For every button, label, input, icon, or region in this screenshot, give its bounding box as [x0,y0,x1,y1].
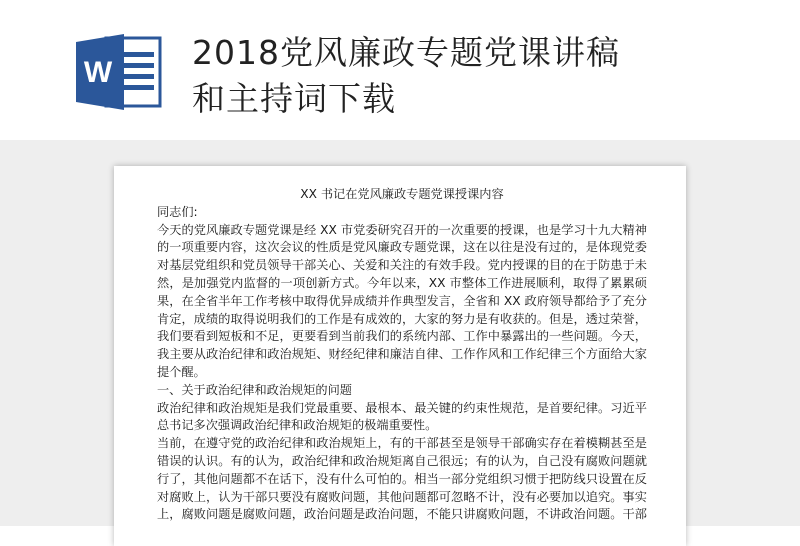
paragraph-line: 今天的党风廉政专题党课是经 XX 市党委研究召开的一次重要的授课，也是学习十九大精神 [157,222,647,237]
paragraph-line: 行了，其他问题都不在话下，没有什么可怕的。相当一部分党组织习惯于把防线只设置在反 [157,471,647,486]
section-heading: 一、关于政治纪律和政治规矩的问题 [157,382,352,397]
paragraph-line: 提个醒。 [157,364,206,379]
paragraph-line: 上，腐败问题是腐败问题，政治问题是政治问题，不能只讲腐败问题，不讲政治问题。干部 [157,507,647,522]
paragraph-line: 我们要看到短板和不足，更要看到当前我们的系统内部、工作中暴露出的一些问题。今天， [157,329,647,344]
paragraph-line: 对基层党组织和党员领导干部关心、关爱和关注的有效手段。党内授课的目的在于防患于未 [157,258,647,273]
document-page [114,166,686,546]
document-body [157,186,647,524]
page-title [192,30,772,122]
paragraph-line: 政治纪律和政治规矩是我们党最重要、最根本、最关键的约束性规范，是首要纪律。习近平 [157,400,647,415]
paragraph-line: 错误的认识。有的认为，政治纪律和政治规矩离自己很远；有的认为，自己没有腐败问题就 [157,453,647,468]
paragraph-line: 然，是加强党内监督的一项创新方式。今年以来，XX 市整体工作进展顺利，取得了累累硕 [157,275,647,290]
paragraph-line: 对腐败上，认为干部只要没有腐败问题，其他问题都可忽略不计，没有必要加以追究。事实 [157,489,647,504]
paragraph-line: 肯定，成绩的取得说明我们的工作是有成效的，大家的努力是有收获的。但是，透过荣誉， [157,311,647,326]
paragraph-line: 的一项重要内容，这次会议的性质是党风廉政专题党课，这在以往是没有过的，是体现党委 [157,240,647,255]
paragraph-line: 我主要从政治纪律和政治规矩、财经纪律和廉洁自律、工作作风和工作纪律三个方面给大家 [157,347,647,362]
title-line-2: 和主持词下载 [192,79,396,118]
word-icon-letter: W [83,56,113,89]
paragraph-line: 果，在全省半年工作考核中取得优异成绩并作典型发言，全省和 XX 政府领导都给予了充分 [157,293,647,308]
title-line-1: 2018党风廉政专题党课讲稿 [192,33,620,72]
word-document-icon [76,34,162,110]
paragraph-line: 总书记多次强调政治纪律和政治规矩的极端重要性。 [157,418,438,433]
paragraph-line: 同志们: [157,204,198,219]
paragraph-line: 当前，在遵守党的政治纪律和政治规矩上，有的干部甚至是领导干部确实存在着模糊甚至是 [157,436,647,451]
document-title: XX 书记在党风廉政专题党课授课内容 [300,187,504,201]
page-header [0,0,800,140]
